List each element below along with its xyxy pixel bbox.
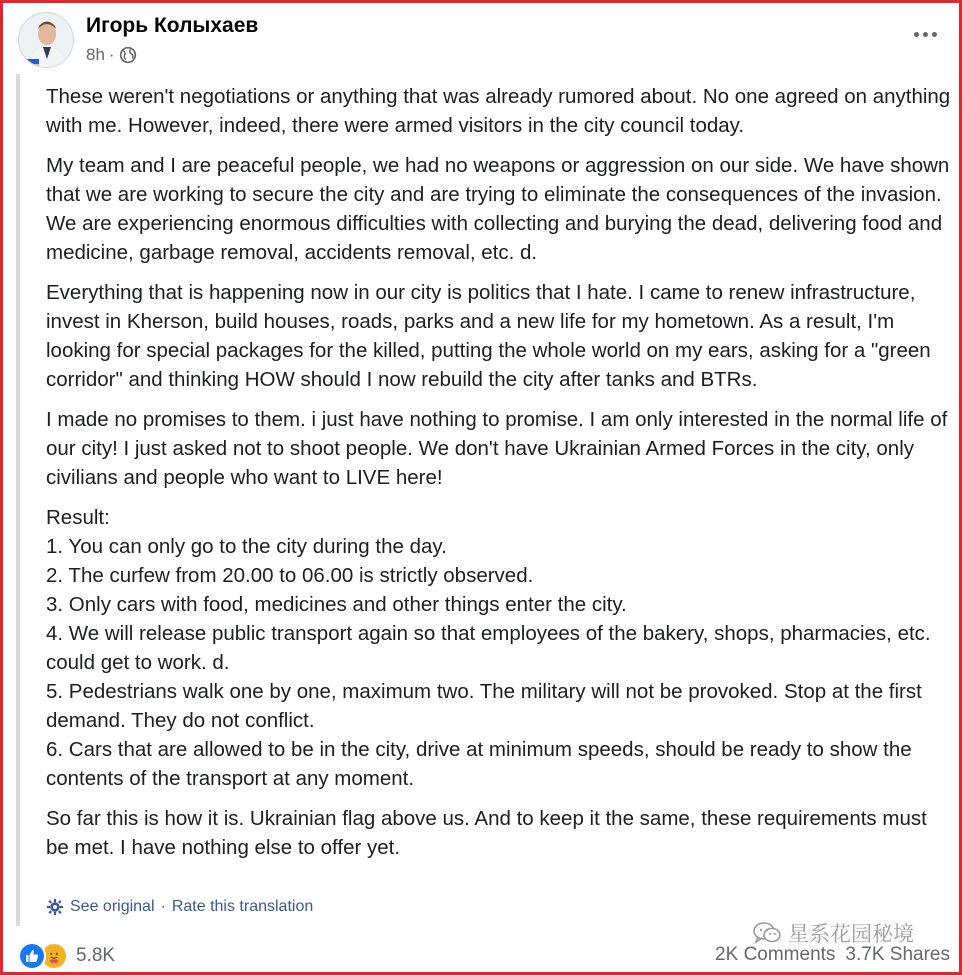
post-paragraph: So far this is how it is. Ukrainian flag above us. And to keep it the same, these requirements must be met. I have nothing else to offer yet. [46,807,927,859]
more-options-button[interactable] [908,24,942,44]
post-meta [86,45,137,65]
translation-separator: · [160,898,166,915]
shares-count-link[interactable]: 3.7K Shares [845,944,950,965]
gear-icon[interactable] [46,898,64,916]
rate-translation-link[interactable]: Rate this translation [171,898,314,915]
reactions-summary[interactable] [18,942,115,970]
comments-count-link[interactable]: 2K Comments [715,944,836,965]
more-options-icon [914,32,919,37]
see-original-link[interactable]: See original [70,898,155,915]
like-icon [18,942,46,970]
more-options-icon [923,32,928,37]
post-paragraph: I made no promises to them. i just have nothing to promise. I am only interested in the normal life of our city! I just asked not to shoot people. We don't have Ukrainian Armed Forces in the city, only civilians and people who want to LIVE here! [46,408,948,489]
post-paragraph-result-list: Result: 1. You can only go to the city during the day. 2. The curfew from 20.00 to 06.00 is strictly observed. 3. Only cars with food, medicines and other things enter the city. 4. We will release public transport again so that employees of the bakery, shops, pharmacies, etc. could get to work. d. 5. Pedestrians walk one by one, maximum two. The military will not be provoked. Stop at the first demand. They do not conflict. 6. Cars that are allowed to be in the city, drive at minimum speeds, should be ready to show the contents of the transport at any moment. [46,506,931,790]
post-header [18,12,948,72]
post-paragraph: These weren't negotiations or anything that was already rumored about. No one agreed on anything with me. However, indeed, there were armed visitors in the city council today. [46,85,951,137]
engagement-counts [715,944,950,966]
post-paragraph: Everything that is happening now in our city is politics that I hate. I came to renew infrastructure, invest in Kherson, build houses, roads, parks and a new life for my hometown. As a result, I'm looking for special packages for the killed, putting the whole world on my ears, asking for a "green corridor" and thinking HOW should I now rebuild the city after tanks and BTRs. [46,281,931,391]
post-time[interactable]: 8h [86,45,105,64]
translation-bar [46,898,313,916]
meta-separator: · [108,45,115,64]
wechat-icon [752,920,782,946]
more-options-icon [932,32,937,37]
care-emoji-icon [43,945,65,967]
avatar[interactable] [18,12,74,68]
translation-quote-bar [16,74,20,926]
author-name[interactable]: Игорь Колыхаев [86,14,259,37]
reaction-count: 5.8K [76,945,116,966]
globe-icon [119,46,137,64]
thumbs-up-icon [24,948,40,964]
post-paragraph: My team and I are peaceful people, we had no weapons or aggression on our side. We have shown that we are working to secure the city and are trying to eliminate the consequences of the invasion. We are experiencing enormous difficulties with collecting and burying the dead, delivering food and medicine, garbage removal, accidents removal, etc. d. [46,154,950,264]
post-body [46,82,952,873]
watermark-text: 星系花园秘境 [788,923,914,946]
avatar-icon [19,13,74,68]
